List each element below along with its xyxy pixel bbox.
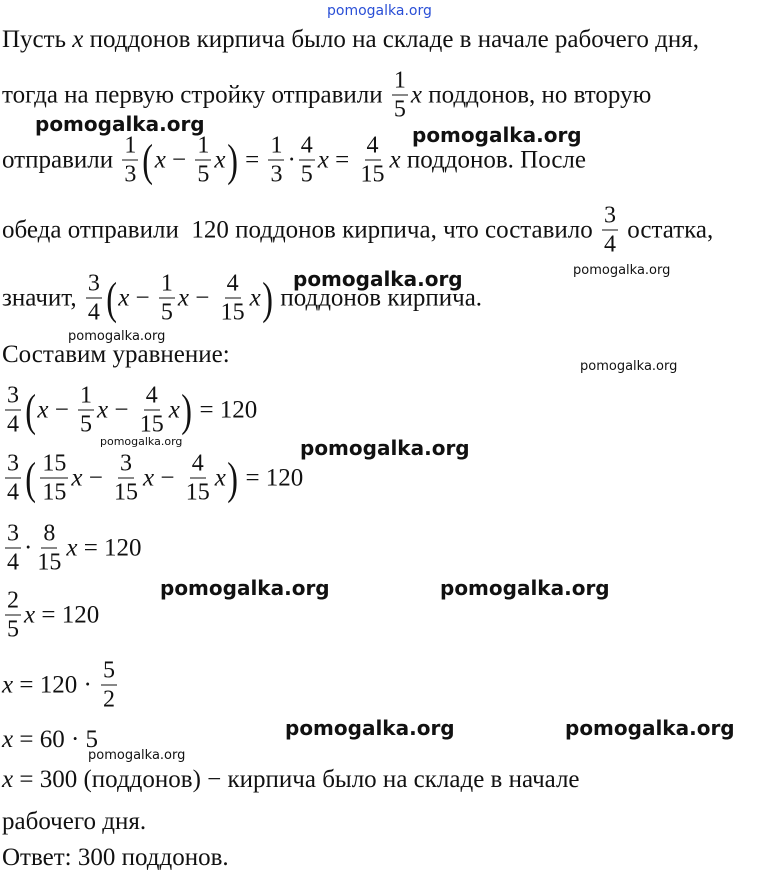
- numerator: 3: [7, 382, 19, 409]
- denominator: 2: [103, 686, 116, 713]
- denominator: 5: [393, 96, 406, 123]
- fraction: [219, 272, 247, 325]
- variable: x: [389, 146, 401, 173]
- text-line: [2, 589, 99, 642]
- text-line: [2, 204, 713, 257]
- fraction: [602, 204, 618, 257]
- fraction: [112, 452, 140, 505]
- fraction: [122, 134, 138, 187]
- watermark: pomogalka.org: [293, 267, 463, 291]
- parenthesis: (: [142, 134, 154, 185]
- text-segment: = 120 ·: [13, 671, 99, 698]
- fraction: [299, 134, 315, 187]
- fraction: [35, 522, 63, 575]
- text-segment: ·: [287, 146, 296, 173]
- variable: x: [71, 464, 83, 491]
- watermark: pomogalka.org: [35, 112, 205, 136]
- variable: x: [177, 284, 190, 311]
- numerator: 1: [80, 382, 93, 409]
- numerator: 1: [393, 67, 406, 94]
- denominator: 15: [185, 479, 210, 506]
- text-segment: обеда отправили 120 поддонов кирпича, что составило: [2, 216, 600, 243]
- text-segment: = 120: [239, 464, 304, 491]
- text-segment: значит,: [2, 284, 83, 311]
- denominator: 4: [7, 411, 19, 438]
- watermark: pomogalka.org: [88, 748, 186, 763]
- denominator: 4: [7, 549, 19, 576]
- text-segment: тогда на первую стройку отправили: [2, 81, 389, 108]
- variable: x: [2, 671, 14, 698]
- text-line: [2, 384, 257, 437]
- denominator: 3: [270, 161, 283, 188]
- parenthesis: (: [25, 384, 37, 435]
- text-segment: поддонов кирпича.: [274, 284, 483, 311]
- variable: x: [410, 81, 422, 108]
- denominator: 5: [80, 411, 93, 438]
- parenthesis: ): [226, 134, 238, 185]
- denominator: 15: [42, 479, 67, 506]
- text-line: [2, 808, 146, 836]
- watermark: pomogalka.org: [580, 359, 678, 374]
- text-line: [2, 659, 120, 712]
- watermark: pomogalka.org: [160, 576, 330, 600]
- parenthesis: ): [181, 384, 192, 435]
- numerator: 3: [7, 450, 19, 477]
- variable: x: [37, 396, 49, 423]
- denominator: 4: [87, 299, 100, 326]
- variable: x: [118, 284, 130, 311]
- variable: x: [214, 464, 226, 491]
- parenthesis: (: [106, 272, 117, 323]
- fraction: [5, 522, 21, 575]
- parenthesis: ): [227, 452, 238, 503]
- denominator: 4: [7, 479, 19, 506]
- text-segment: ·: [24, 534, 33, 561]
- fraction: [40, 452, 68, 505]
- text-line: [2, 522, 142, 575]
- watermark: pomogalka.org: [565, 716, 735, 740]
- numerator: 4: [145, 382, 158, 409]
- text-segment: = 120: [193, 396, 258, 423]
- fraction: [138, 384, 166, 437]
- variable: x: [143, 464, 155, 491]
- variable: x: [97, 396, 109, 423]
- denominator: 15: [220, 299, 245, 326]
- watermark: pomogalka.org: [100, 435, 183, 448]
- fraction: [5, 384, 21, 437]
- numerator: 3: [604, 202, 617, 229]
- text-segment: Составим уравнение:: [2, 341, 230, 368]
- text-segment: = 120: [35, 601, 100, 628]
- parenthesis: (: [25, 452, 37, 503]
- parenthesis: ): [262, 272, 273, 323]
- denominator: 5: [300, 161, 313, 188]
- text-segment: −: [154, 464, 181, 491]
- numerator: 4: [366, 132, 379, 159]
- numerator: 15: [42, 450, 67, 477]
- fraction: [359, 134, 387, 187]
- fraction: [86, 272, 102, 325]
- fraction: [5, 452, 21, 505]
- watermark: pomogalka.org: [285, 716, 455, 740]
- text-segment: −: [48, 396, 76, 423]
- numerator: 4: [191, 450, 204, 477]
- text-segment: = 300 (поддонов) − кирпича было на складе в начале: [13, 766, 580, 793]
- text-segment: поддонов кирпича было на складе в начале рабочего дня,: [83, 26, 699, 53]
- denominator: 5: [7, 616, 19, 643]
- text-segment: поддонов, но вторую: [421, 81, 652, 108]
- text-segment: отправили: [2, 146, 120, 173]
- denominator: 15: [139, 411, 164, 438]
- text-line: [2, 766, 580, 794]
- numerator: 2: [7, 587, 19, 614]
- text-segment: Ответ: 300 поддонов.: [2, 844, 229, 871]
- denominator: 5: [197, 161, 210, 188]
- watermark: pomogalka.org: [412, 123, 582, 147]
- watermark: pomogalka.org: [327, 3, 432, 19]
- numerator: 3: [7, 520, 19, 547]
- denominator: 15: [360, 161, 385, 188]
- variable: x: [168, 396, 180, 423]
- text-segment: −: [165, 146, 193, 173]
- fraction: [101, 659, 117, 712]
- text-segment: −: [82, 464, 110, 491]
- fraction: [159, 272, 175, 325]
- text-line: [2, 26, 699, 54]
- numerator: 4: [226, 270, 239, 297]
- denominator: 3: [124, 161, 137, 188]
- variable: x: [214, 146, 226, 173]
- text-line: [2, 726, 98, 754]
- denominator: 15: [37, 549, 62, 576]
- text-line: [2, 452, 303, 505]
- numerator: 5: [103, 657, 116, 684]
- text-segment: −: [189, 284, 216, 311]
- variable: x: [66, 534, 78, 561]
- numerator: 1: [197, 132, 210, 159]
- text-line: [2, 341, 230, 369]
- numerator: 4: [300, 132, 313, 159]
- fraction: [78, 384, 94, 437]
- numerator: 8: [43, 520, 56, 547]
- variable: x: [2, 726, 14, 753]
- watermark: pomogalka.org: [440, 576, 610, 600]
- watermark: pomogalka.org: [68, 329, 166, 344]
- text-segment: рабочего дня.: [2, 808, 147, 835]
- text-segment: −: [129, 284, 156, 311]
- numerator: 1: [270, 132, 283, 159]
- watermark: pomogalka.org: [300, 436, 470, 460]
- numerator: 1: [160, 270, 173, 297]
- watermark: pomogalka.org: [573, 263, 671, 278]
- numerator: 1: [124, 132, 137, 159]
- fraction: [268, 134, 284, 187]
- fraction: [392, 69, 408, 122]
- denominator: 4: [604, 231, 617, 258]
- variable: x: [24, 601, 36, 628]
- fraction: [5, 589, 21, 642]
- fraction: [195, 134, 211, 187]
- text-line: [2, 844, 229, 872]
- numerator: 3: [120, 450, 133, 477]
- text-segment: поддонов. После: [400, 146, 586, 173]
- variable: x: [154, 146, 166, 173]
- numerator: 3: [87, 270, 100, 297]
- text-segment: −: [108, 396, 135, 423]
- variable: x: [2, 766, 14, 793]
- denominator: 5: [160, 299, 173, 326]
- text-segment: остатка,: [621, 216, 714, 243]
- text-segment: =: [328, 146, 356, 173]
- text-segment: Пусть: [2, 26, 73, 53]
- text-segment: =: [238, 146, 266, 173]
- fraction: [184, 452, 212, 505]
- text-segment: = 120: [77, 534, 142, 561]
- variable: x: [72, 26, 84, 53]
- variable: x: [317, 146, 329, 173]
- variable: x: [249, 284, 261, 311]
- denominator: 15: [114, 479, 139, 506]
- text-segment: = 60 · 5: [13, 726, 99, 753]
